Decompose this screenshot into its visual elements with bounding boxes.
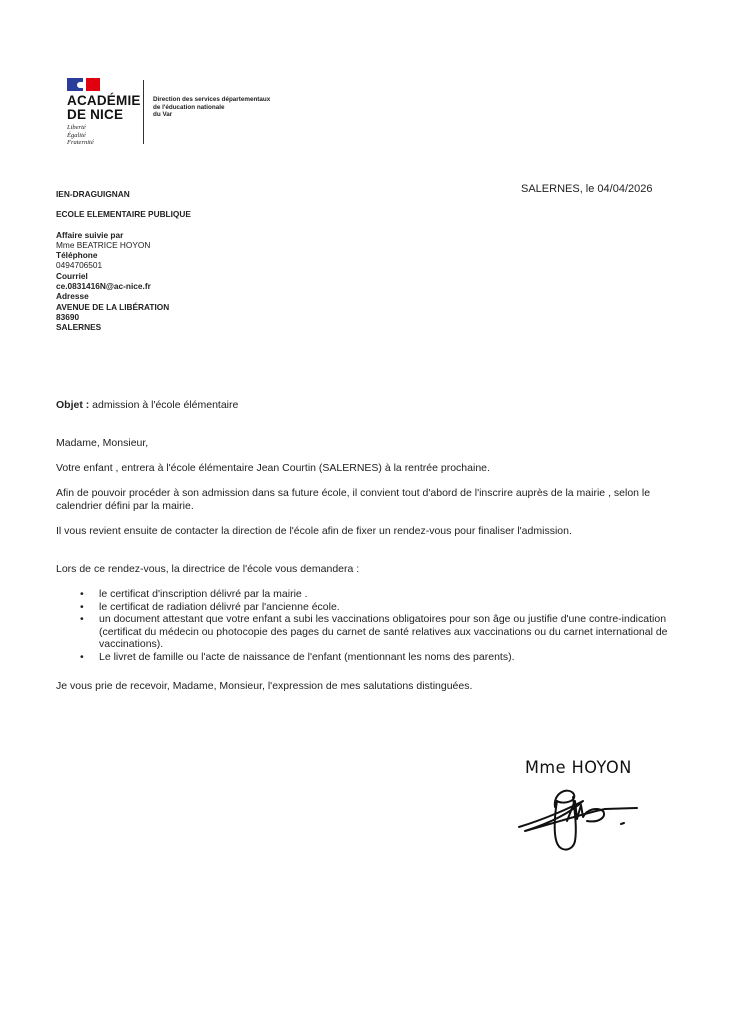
- subject-line: [56, 399, 676, 412]
- flag-red-block: [86, 78, 100, 91]
- address-street: AVENUE DE LA LIBÉRATION: [56, 301, 170, 312]
- list-item: • Le livret de famille ou l'acte de naissance de l'enfant (mentionnant les noms des parents).: [99, 651, 686, 664]
- academie-line1: ACADÉMIE: [67, 93, 141, 108]
- closing-formula: Je vous prie de recevoir, Madame, Monsieur, l'expression de mes salutations distinguées.: [56, 680, 473, 692]
- paragraph-3: Il vous revient ensuite de contacter la direction de l'école afin de fixer un rendez-vous pour finaliser l'admission.: [56, 525, 572, 537]
- department-line1: Direction des services départementaux: [153, 96, 271, 103]
- paragraph-2: Afin de pouvoir procéder à son admission dans sa future école, il convient tout d'abord de l'inscrire auprès de la mairie , selon le calendrier défini par la mairie.: [56, 487, 651, 512]
- requirements-list: [56, 588, 686, 664]
- contact-name: Mme BEATRICE HOYON: [56, 239, 151, 250]
- address-postcode: 83690: [56, 311, 80, 322]
- contact-label: Affaire suivie par: [56, 229, 124, 240]
- marianne-profile-mark: [77, 82, 86, 88]
- motto-egalite: Égalité: [67, 131, 86, 139]
- list-item: • un document attestant que votre enfant a subi les vaccinations obligatoires pour son âge ou justifie d'une contre-indication (certificat du médecin ou photocopie des pages du carnet de santé relatives aux vaccinations ou du carnet international de vaccinations).: [99, 613, 686, 651]
- subject-label: Objet :: [56, 399, 90, 411]
- phone-number: 0494706501: [56, 260, 103, 271]
- salutation: Madame, Monsieur,: [56, 437, 149, 449]
- academie-line2: DE NICE: [67, 107, 124, 122]
- republic-motto: [67, 124, 94, 147]
- phone-label: Téléphone: [56, 250, 98, 261]
- date-line: SALERNES, le 04/04/2026: [521, 183, 653, 195]
- list-item: • le certificat d'inscription délivré par la mairie .: [99, 588, 686, 601]
- circonscription: IEN-DRAGUIGNAN: [56, 189, 130, 199]
- email-label: Courriel: [56, 270, 88, 281]
- address-label: Adresse: [56, 291, 89, 302]
- sender-block: [56, 189, 191, 333]
- motto-liberte: Liberté: [67, 124, 86, 131]
- academie-logo-text: [67, 94, 141, 122]
- school-name: ECOLE ELEMENTAIRE PUBLIQUE: [56, 209, 191, 220]
- motto-fraternite: Fraternité: [67, 139, 94, 146]
- department-line3: du Var: [153, 111, 173, 119]
- list-intro: Lors de ce rendez-vous, la directrice de l'école vous demandera :: [56, 563, 360, 575]
- department-line2: de l'éducation nationale: [153, 103, 225, 111]
- republique-francaise-flag-logo: [67, 78, 101, 91]
- subject-text: admission à l'école élémentaire: [89, 399, 239, 411]
- list-item: • le certificat de radiation délivré par l'ancienne école.: [99, 601, 686, 614]
- logo-divider: [143, 80, 144, 144]
- department-name: [153, 96, 270, 119]
- paragraph-1: Votre enfant , entrera à l'école élémentaire Jean Courtin (SALERNES) à la rentrée prochaine.: [56, 462, 490, 474]
- email-address: ce.0831416N@ac-nice.fr: [56, 281, 151, 292]
- address-city: SALERNES: [56, 322, 102, 333]
- signatory-name: Mme HOYON: [525, 758, 632, 778]
- handwritten-signature: [515, 783, 645, 858]
